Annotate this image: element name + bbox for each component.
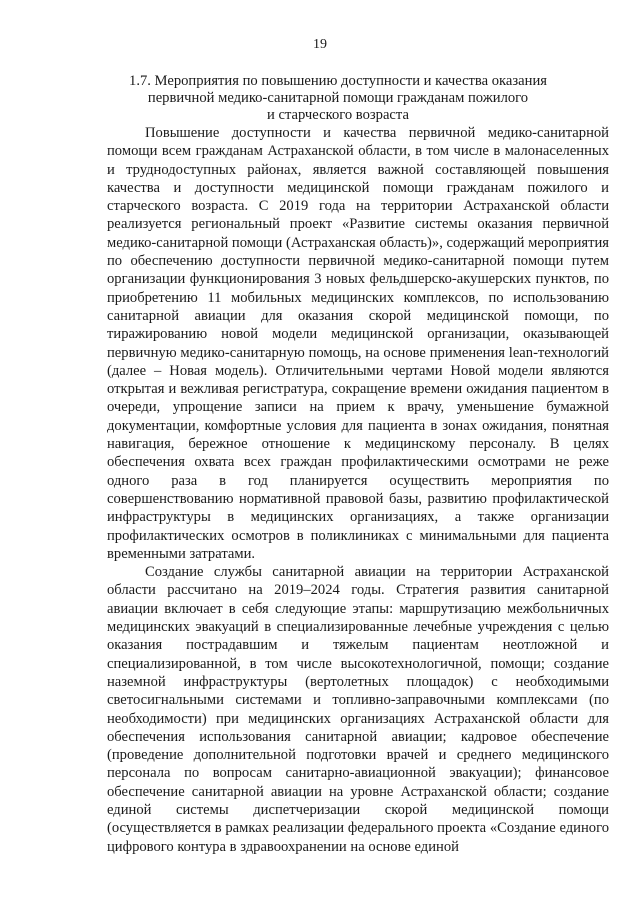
section-heading-line: 1.7. Мероприятия по повышению доступности и качества оказания: [129, 73, 547, 89]
section-heading: [118, 73, 558, 124]
section-heading-line: и старческого возраста: [267, 107, 409, 123]
paragraph-primary-care-access: Повышение доступности и качества первичной медико-санитарной помощи всем гражданам Астраханской области, в том числе в малонаселенных и труднодоступных районах, является важной составляющей повышения качества и доступности медицинской помощи гражданам пожилого и старческого возраста. С 2019 года на территории Астраханской области реализуется региональный проект «Развитие системы оказания первичной медико-санитарной помощи (Астраханская область)», содержащий мероприятия по обеспечению доступности первичной медико-санитарной помощи путем организации функционирования 3 новых фельдшерско-акушерских пунктов, по приобретению 11 мобильных медицинских комплексов, по использованию санитарной авиации для оказания скорой медицинской помощи, по тиражированию новой модели медицинской организации, оказывающей первичную медико-санитарную помощь, на основе применения lean-технологий (далее – Новая модель). Отличительными чертами Новой модели являются открытая и вежливая регистратура, сокращение времени ожидания пациентом в очереди, упрощение записи на прием к врачу, уменьшение бумажной документации, комфортные условия для пациента в зонах ожидания, понятная навигация, бережное отношение к медицинскому персоналу. В целях обеспечения охвата всех граждан профилактическими осмотрами не реже одного раза в год планируется осуществить мероприятия по совершенствованию нормативной правовой базы, развитию профилактической инфраструктуры в медицинских организациях, а также организации профилактических осмотров в поликлиниках с минимальными для пациента временными затратами.: [107, 125, 609, 562]
page-number: 19: [313, 37, 327, 52]
body-text: [107, 124, 609, 856]
section-heading-line: первичной медико-санитарной помощи гражданам пожилого: [147, 90, 529, 106]
paragraph-air-ambulance: Создание службы санитарной авиации на территории Астраханской области рассчитано на 2019–2024 годы. Стратегия развития санитарной авиации включает в себя следующие этапы: маршрутизацию межбольничных медицинских эвакуаций в специализированные лечебные учреждения с целью оказания пострадавшим и тяжелым пациентам неотложной и специализированной, в том числе высокотехнологичной, помощи; создание наземной инфраструктуры (вертолетных площадок) с необходимыми светосигнальными системами и топливно-заправочными комплексами (по необходимости) при медицинских организациях Астраханской области для обеспечения использования санитарной авиации; кадровое обеспечение (проведение дополнительной подготовки врачей и среднего медицинского персонала по вопросам санитарно-авиационной эвакуации); финансовое обеспечение санитарной авиации на уровне Астраханской области; создание единой системы диспетчеризации скорой медицинской помощи (осуществляется в рамках реализации федерального проекта «Создание единого цифрового контура в здравоохранении на основе единой: [107, 564, 609, 855]
